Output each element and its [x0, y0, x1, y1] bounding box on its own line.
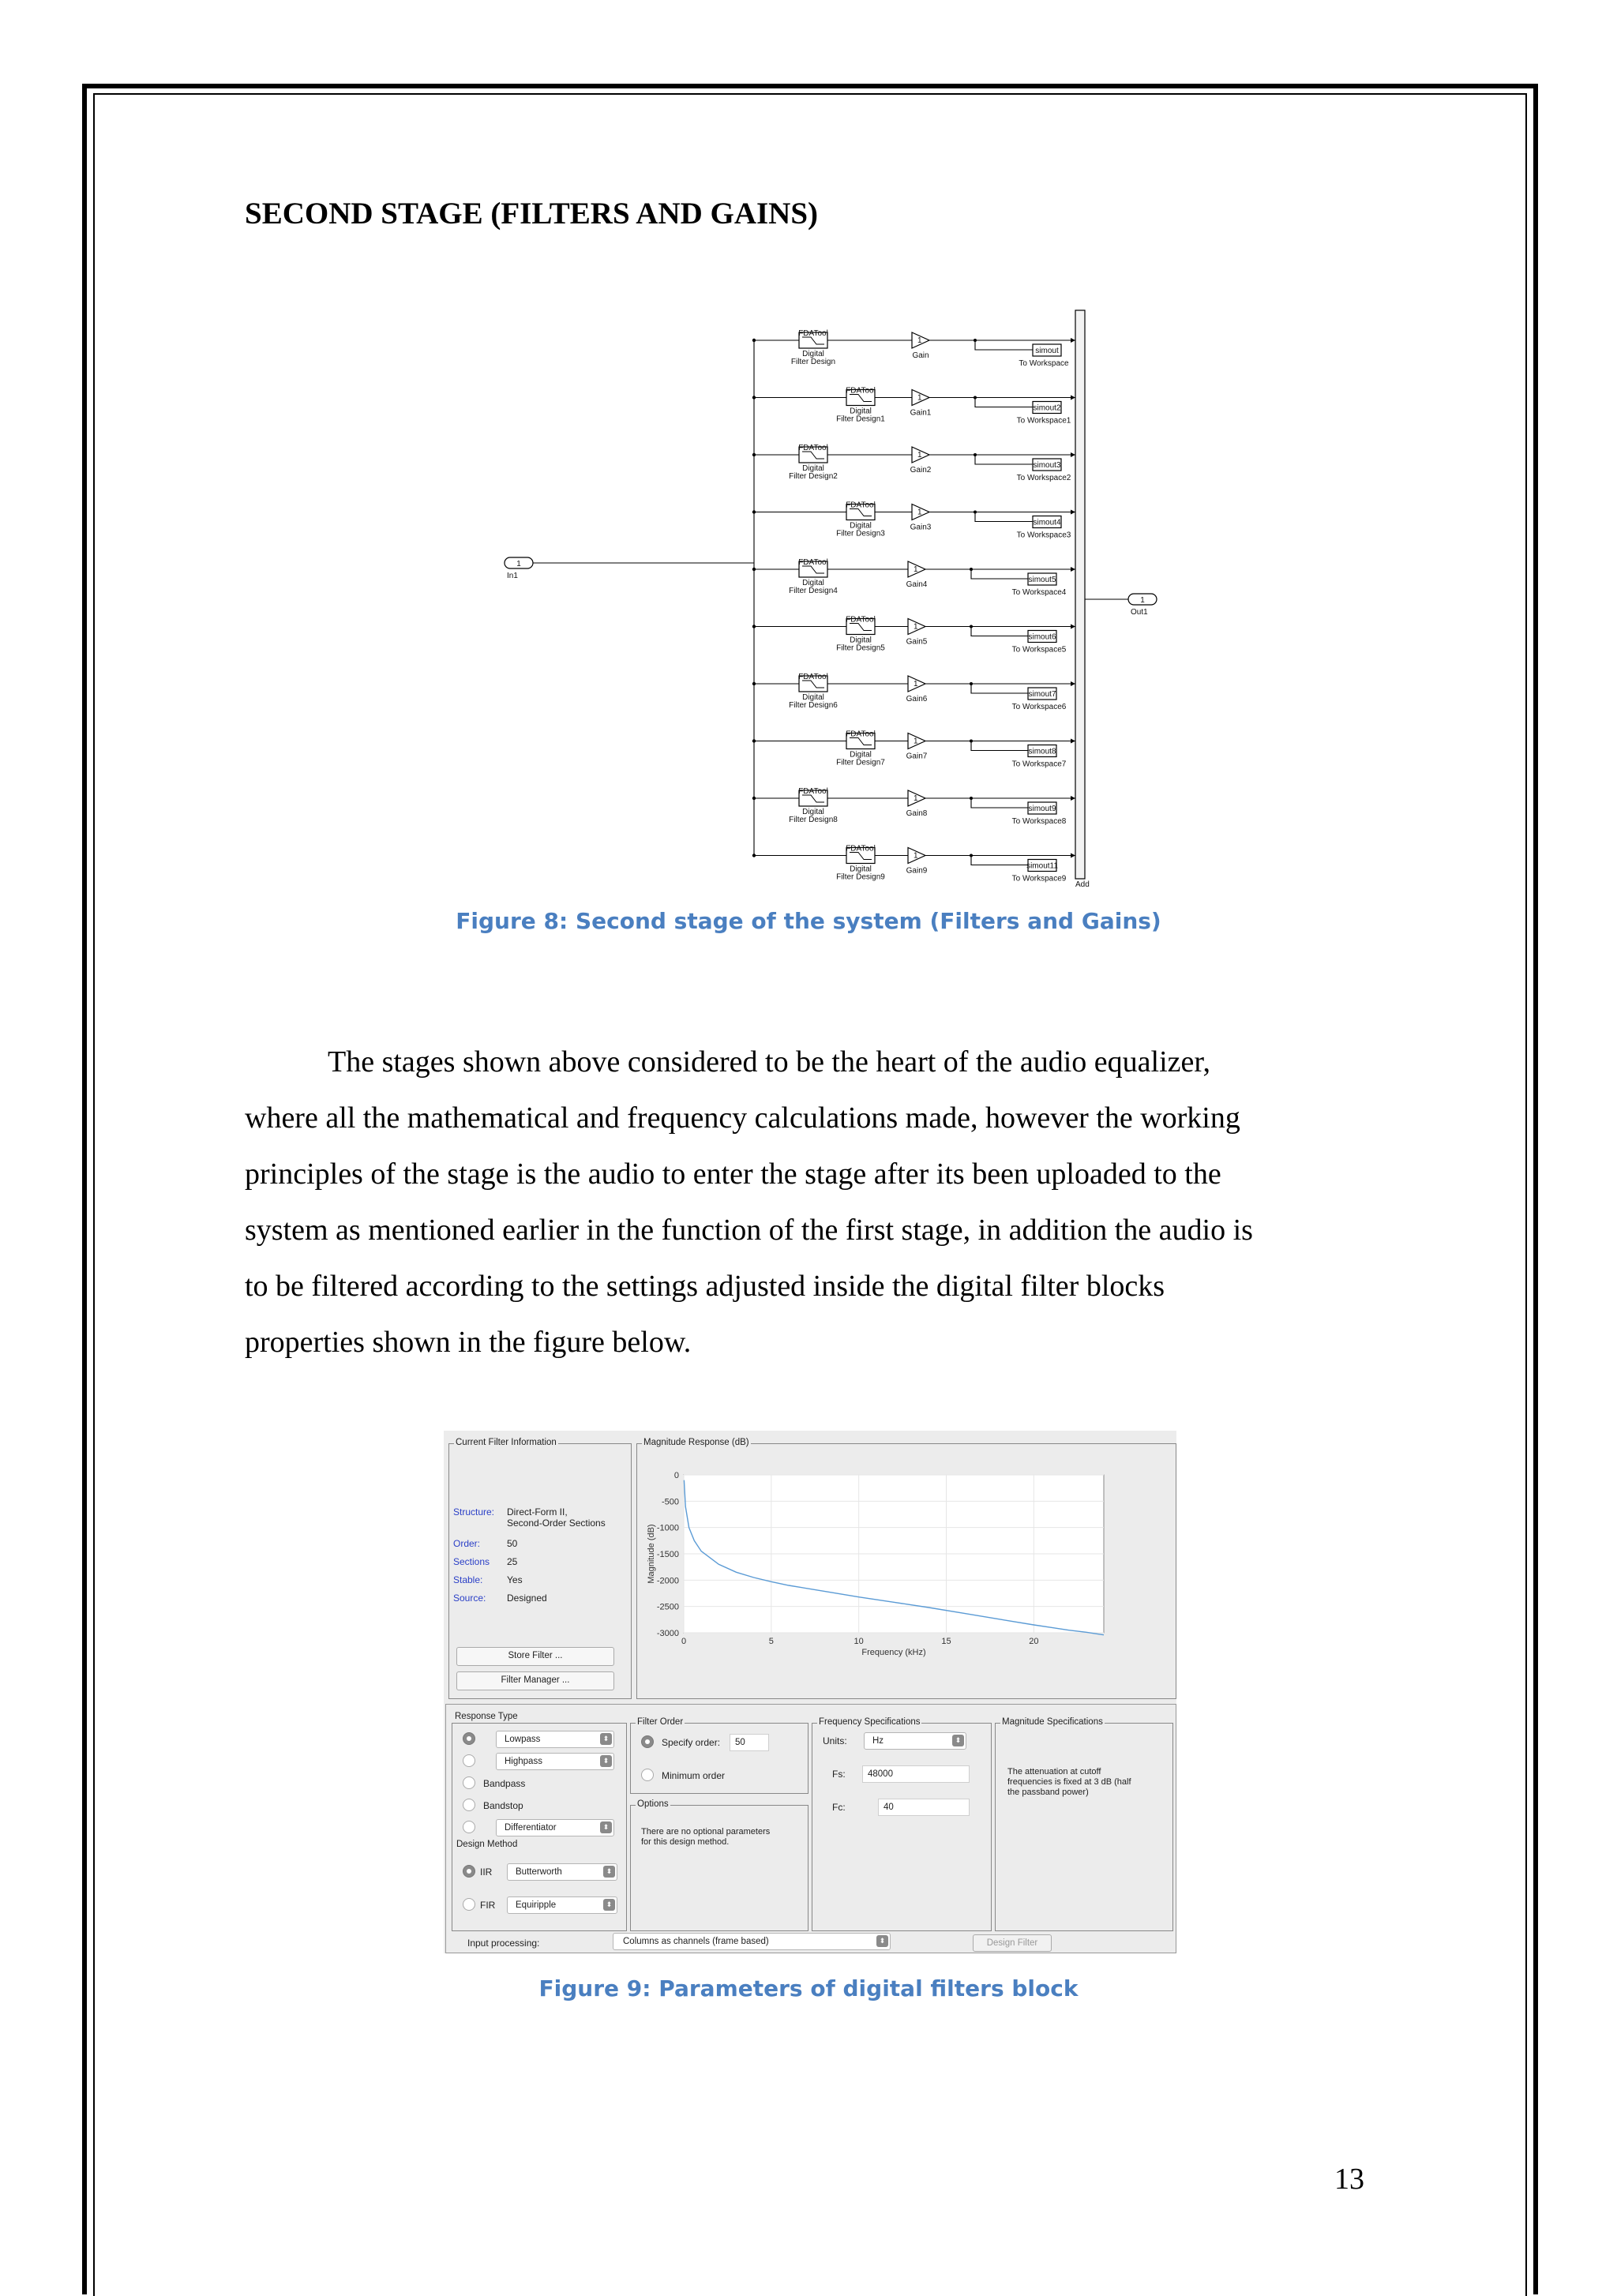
specify-order-label: Specify order:	[662, 1737, 721, 1748]
design-method-title: Design Method	[456, 1840, 518, 1849]
workspace-var: simout	[1035, 347, 1059, 355]
workspace-label: To Workspace4	[1011, 588, 1067, 597]
digital-filter-block	[789, 787, 838, 824]
model-row	[752, 845, 1075, 884]
workspace-var: simout8	[1028, 747, 1056, 756]
order-value: 50	[507, 1538, 518, 1549]
gain-block	[906, 848, 928, 876]
digital-filter-block	[789, 558, 838, 595]
structure-label: Structure:	[453, 1506, 495, 1518]
digital-filter-block	[789, 673, 838, 710]
units-label: Units:	[823, 1735, 847, 1746]
digital-filter-block	[791, 329, 835, 366]
add-block	[1075, 310, 1085, 879]
gain-icon-text: 1	[914, 680, 918, 688]
digital-filter-block	[789, 444, 838, 481]
minimum-order-label: Minimum order	[662, 1770, 726, 1781]
gain-block	[906, 676, 928, 703]
inport-block	[505, 557, 533, 580]
fdatool-text: FDATool	[798, 787, 828, 796]
highpass-select[interactable]: Highpass ⬍	[496, 1753, 614, 1770]
differentiator-radio[interactable]	[463, 1821, 475, 1833]
workspace-label: To Workspace9	[1011, 874, 1067, 884]
add-label: Add	[1075, 880, 1090, 888]
paragraph-line: principles of the stage is the audio to enter the stage after its been uploaded to the	[245, 1157, 1221, 1191]
sections-value: 25	[507, 1556, 518, 1567]
workspace-label: To Workspace6	[1011, 703, 1067, 711]
minimum-order-radio[interactable]	[641, 1769, 654, 1781]
gain-block	[906, 619, 928, 647]
gain-icon-text: 1	[917, 336, 922, 345]
gain-icon-text: 1	[917, 393, 922, 403]
workspace-label: To Workspace1	[1016, 416, 1071, 426]
workspace-label: To Workspace2	[1016, 474, 1071, 482]
chevron-updown-icon: ⬍	[600, 1821, 612, 1833]
options-text: There are no optional parameters for this design method.	[641, 1827, 771, 1847]
svg-text:1: 1	[516, 560, 521, 568]
model-row	[752, 501, 1075, 540]
filter-label: Filter Design5	[836, 643, 885, 653]
to-workspace-block	[1017, 459, 1071, 482]
fc-label: Fc:	[832, 1802, 846, 1813]
x-tick-label: 10	[854, 1637, 864, 1646]
filter-label: Digital	[802, 579, 824, 587]
page-number: 13	[1334, 2163, 1364, 2196]
gain-block	[906, 733, 928, 761]
to-workspace-block	[1012, 860, 1067, 884]
gain-block	[910, 390, 932, 418]
model-row	[752, 673, 1075, 711]
fir-radio[interactable]	[463, 1898, 475, 1911]
gain-block	[906, 790, 928, 818]
model-row	[752, 616, 1075, 655]
y-tick-label: -1000	[656, 1523, 679, 1533]
gain-label: Gain1	[910, 408, 932, 418]
magnitude-response-group: Magnitude Response (dB)	[636, 1443, 1176, 1699]
gain-label: Gain	[912, 351, 929, 360]
model-row	[752, 329, 1075, 368]
filter-label: Digital	[850, 521, 872, 531]
filter-label: Filter Design3	[836, 529, 885, 538]
fdatool-text: FDATool	[846, 615, 876, 625]
fir-label: FIR	[480, 1900, 496, 1911]
fdatool-text: FDATool	[798, 444, 828, 452]
simulink-diagram	[490, 304, 1169, 888]
workspace-var: simout9	[1028, 805, 1056, 813]
iir-radio[interactable]	[463, 1865, 475, 1878]
to-workspace-block	[1017, 516, 1071, 540]
gain-label: Gain6	[906, 695, 928, 703]
filter-label: Digital	[850, 407, 872, 416]
workspace-var: simout4	[1033, 518, 1061, 527]
model-row	[752, 787, 1075, 826]
order-input[interactable]: 50	[730, 1734, 769, 1751]
to-workspace-block	[1012, 745, 1067, 769]
fdatool-text: FDATool	[798, 673, 828, 681]
filter-label: Filter Design7	[836, 758, 885, 767]
gain-icon-text: 1	[914, 565, 918, 574]
fs-label: Fs:	[832, 1769, 846, 1780]
chevron-updown-icon: ⬍	[600, 1755, 612, 1767]
digital-filter-block	[836, 845, 885, 882]
to-workspace-block	[1019, 344, 1069, 368]
section-heading: SECOND STAGE (FILTERS AND GAINS)	[245, 197, 819, 231]
store-filter-button[interactable]: Store Filter ...	[456, 1647, 614, 1666]
gain-block	[912, 332, 929, 360]
source-value: Designed	[507, 1593, 547, 1604]
digital-filter-block	[836, 730, 885, 767]
x-tick-label: 0	[681, 1637, 687, 1646]
magnitude-response-plot	[641, 1453, 1131, 1698]
gain-label: Gain8	[906, 809, 928, 818]
magnitude-specs-text: The attenuation at cutoff frequencies is fixed at 3 dB (half the passband power)	[1007, 1767, 1131, 1797]
to-workspace-block	[1017, 402, 1071, 426]
filter-label: Filter Design2	[789, 472, 838, 481]
y-tick-label: -3000	[656, 1629, 679, 1638]
to-workspace-block	[1012, 688, 1067, 711]
structure-value: Direct-Form II, Second-Order Sections	[507, 1506, 606, 1529]
svg-text:1: 1	[1140, 596, 1145, 605]
outport-block	[1128, 594, 1157, 617]
fdatool-text: FDATool	[846, 386, 876, 396]
digital-filter-block	[836, 387, 885, 424]
x-tick-label: 5	[768, 1637, 774, 1646]
workspace-label: To Workspace7	[1011, 760, 1067, 769]
model-row	[752, 558, 1075, 597]
model-row	[752, 444, 1075, 482]
gain-icon-text: 1	[914, 794, 918, 803]
filter-label: Digital	[850, 750, 872, 760]
fs-input[interactable]: 48000	[862, 1765, 970, 1783]
filter-design-dialog	[444, 1431, 1176, 1953]
gain-icon-text: 1	[914, 622, 918, 632]
stable-label: Stable:	[453, 1574, 483, 1585]
units-select[interactable]: Hz ⬍	[864, 1732, 966, 1750]
paragraph-line: The stages shown above considered to be the heart of the audio equalizer,	[328, 1045, 1211, 1079]
filter-label: Digital	[802, 808, 824, 816]
fdatool-text: FDATool	[846, 501, 876, 510]
chevron-updown-icon: ⬍	[603, 1866, 615, 1878]
lowpass-radio[interactable]	[463, 1732, 475, 1745]
model-row	[752, 730, 1075, 769]
bandpass-label: Bandpass	[483, 1778, 526, 1789]
gain-label: Gain5	[906, 637, 928, 647]
to-workspace-block	[1012, 631, 1067, 655]
filter-order-group: Filter Order	[630, 1723, 808, 1794]
bandpass-radio[interactable]	[463, 1776, 475, 1789]
filter-label: Digital	[802, 350, 824, 358]
filter-label: Filter Design4	[789, 587, 838, 595]
paragraph-line: to be filtered according to the settings adjusted inside the digital filter blocks	[245, 1270, 1165, 1303]
figure8-caption: Figure 8: Second stage of the system (Filters and Gains)	[456, 908, 1161, 934]
gain-label: Gain2	[910, 466, 932, 475]
gain-label: Gain3	[910, 523, 932, 532]
chevron-updown-icon: ⬍	[603, 1899, 615, 1911]
filter-label: Filter Design8	[789, 816, 838, 824]
filter-manager-button[interactable]: Filter Manager ...	[456, 1671, 614, 1690]
stable-value: Yes	[507, 1574, 523, 1585]
chevron-updown-icon: ⬍	[600, 1733, 612, 1745]
magnitude-specs-group: Magnitude Specifications	[995, 1723, 1173, 1931]
outport-label: Out1	[1131, 608, 1148, 617]
fdatool-text: FDATool	[846, 730, 876, 739]
bandstop-radio[interactable]	[463, 1799, 475, 1811]
filter-label: Filter Design9	[836, 872, 885, 882]
x-tick-label: 15	[941, 1637, 951, 1646]
iir-label: IIR	[480, 1866, 493, 1878]
paragraph-line: where all the mathematical and frequency calculations made, however the working	[245, 1101, 1240, 1135]
filter-label: Digital	[802, 693, 824, 702]
y-tick-label: -2000	[656, 1576, 679, 1586]
order-label: Order:	[453, 1538, 481, 1549]
gain-label: Gain7	[906, 752, 928, 761]
gain-icon-text: 1	[917, 451, 922, 460]
gain-block	[910, 505, 932, 532]
y-tick-label: -2500	[656, 1602, 679, 1612]
plot-ylabel: Magnitude (dB)	[647, 1524, 656, 1584]
differentiator-select[interactable]: Differentiator ⬍	[496, 1819, 614, 1836]
frequency-specs-group: Frequency Specifications	[812, 1723, 992, 1931]
input-processing-select[interactable]: Columns as channels (frame based) ⬍	[613, 1933, 891, 1950]
model-row	[752, 387, 1075, 426]
paragraph-line: properties shown in the figure below.	[245, 1326, 692, 1359]
y-tick-label: -1500	[656, 1550, 679, 1559]
fc-input[interactable]: 40	[878, 1799, 970, 1816]
bandstop-label: Bandstop	[483, 1800, 523, 1811]
fdatool-text: FDATool	[798, 558, 828, 567]
gain-icon-text: 1	[917, 508, 922, 517]
workspace-var: simout3	[1033, 461, 1061, 470]
workspace-label: To Workspace	[1019, 359, 1069, 368]
y-tick-label: 0	[673, 1471, 679, 1480]
filter-label: Digital	[802, 464, 824, 473]
paragraph-line: system as mentioned earlier in the function of the first stage, in addition the audio is	[245, 1214, 1253, 1247]
options-group: Options	[630, 1805, 808, 1931]
chevron-updown-icon: ⬍	[952, 1735, 964, 1746]
current-filter-info-group: Current Filter Information	[448, 1443, 632, 1699]
workspace-var: simout6	[1028, 632, 1056, 642]
iir-method-select[interactable]: Butterworth ⬍	[507, 1863, 617, 1881]
sections-label: Sections	[453, 1556, 490, 1567]
filter-label: Filter Design6	[789, 701, 838, 710]
fir-method-select[interactable]: Equiripple ⬍	[507, 1896, 617, 1914]
filter-label: Digital	[850, 865, 872, 874]
gain-block	[910, 447, 932, 475]
plot-xlabel: Frequency (kHz)	[861, 1648, 926, 1657]
x-tick-label: 20	[1029, 1637, 1039, 1646]
highpass-radio[interactable]	[463, 1754, 475, 1767]
body-paragraph	[245, 1034, 1374, 1371]
figure9-caption: Figure 9: Parameters of digital filters block	[538, 1975, 1079, 2001]
gain-icon-text: 1	[914, 851, 918, 861]
inport-label: In1	[507, 572, 518, 580]
input-processing-label: Input processing:	[467, 1938, 540, 1949]
filter-label: Filter Design	[790, 358, 836, 366]
fdatool-text: FDATool	[798, 329, 828, 338]
workspace-label: To Workspace5	[1011, 645, 1067, 655]
to-workspace-block	[1012, 573, 1067, 597]
chevron-updown-icon: ⬍	[876, 1935, 888, 1947]
to-workspace-block	[1012, 802, 1067, 826]
filter-label: Digital	[850, 636, 872, 645]
source-label: Source:	[453, 1593, 486, 1604]
gain-label: Gain9	[906, 866, 928, 876]
gain-label: Gain4	[906, 580, 928, 589]
gain-block	[906, 561, 928, 589]
workspace-var: simout2	[1033, 403, 1061, 413]
fdatool-text: FDATool	[846, 844, 876, 853]
workspace-var: simout5	[1028, 576, 1056, 584]
workspace-label: To Workspace3	[1016, 531, 1071, 540]
workspace-var: simout7	[1028, 690, 1056, 699]
lowpass-select[interactable]: Lowpass ⬍	[496, 1731, 614, 1748]
digital-filter-block	[836, 501, 885, 538]
workspace-var: simout11	[1026, 861, 1058, 871]
gain-icon-text: 1	[914, 737, 918, 746]
filter-label: Filter Design1	[836, 415, 885, 424]
response-type-group: Response Type	[455, 1712, 518, 1721]
y-tick-label: -500	[661, 1497, 679, 1507]
workspace-label: To Workspace8	[1011, 817, 1067, 826]
design-filter-button[interactable]: Design Filter	[973, 1934, 1052, 1952]
specify-order-radio[interactable]	[641, 1735, 654, 1748]
digital-filter-block	[836, 616, 885, 653]
